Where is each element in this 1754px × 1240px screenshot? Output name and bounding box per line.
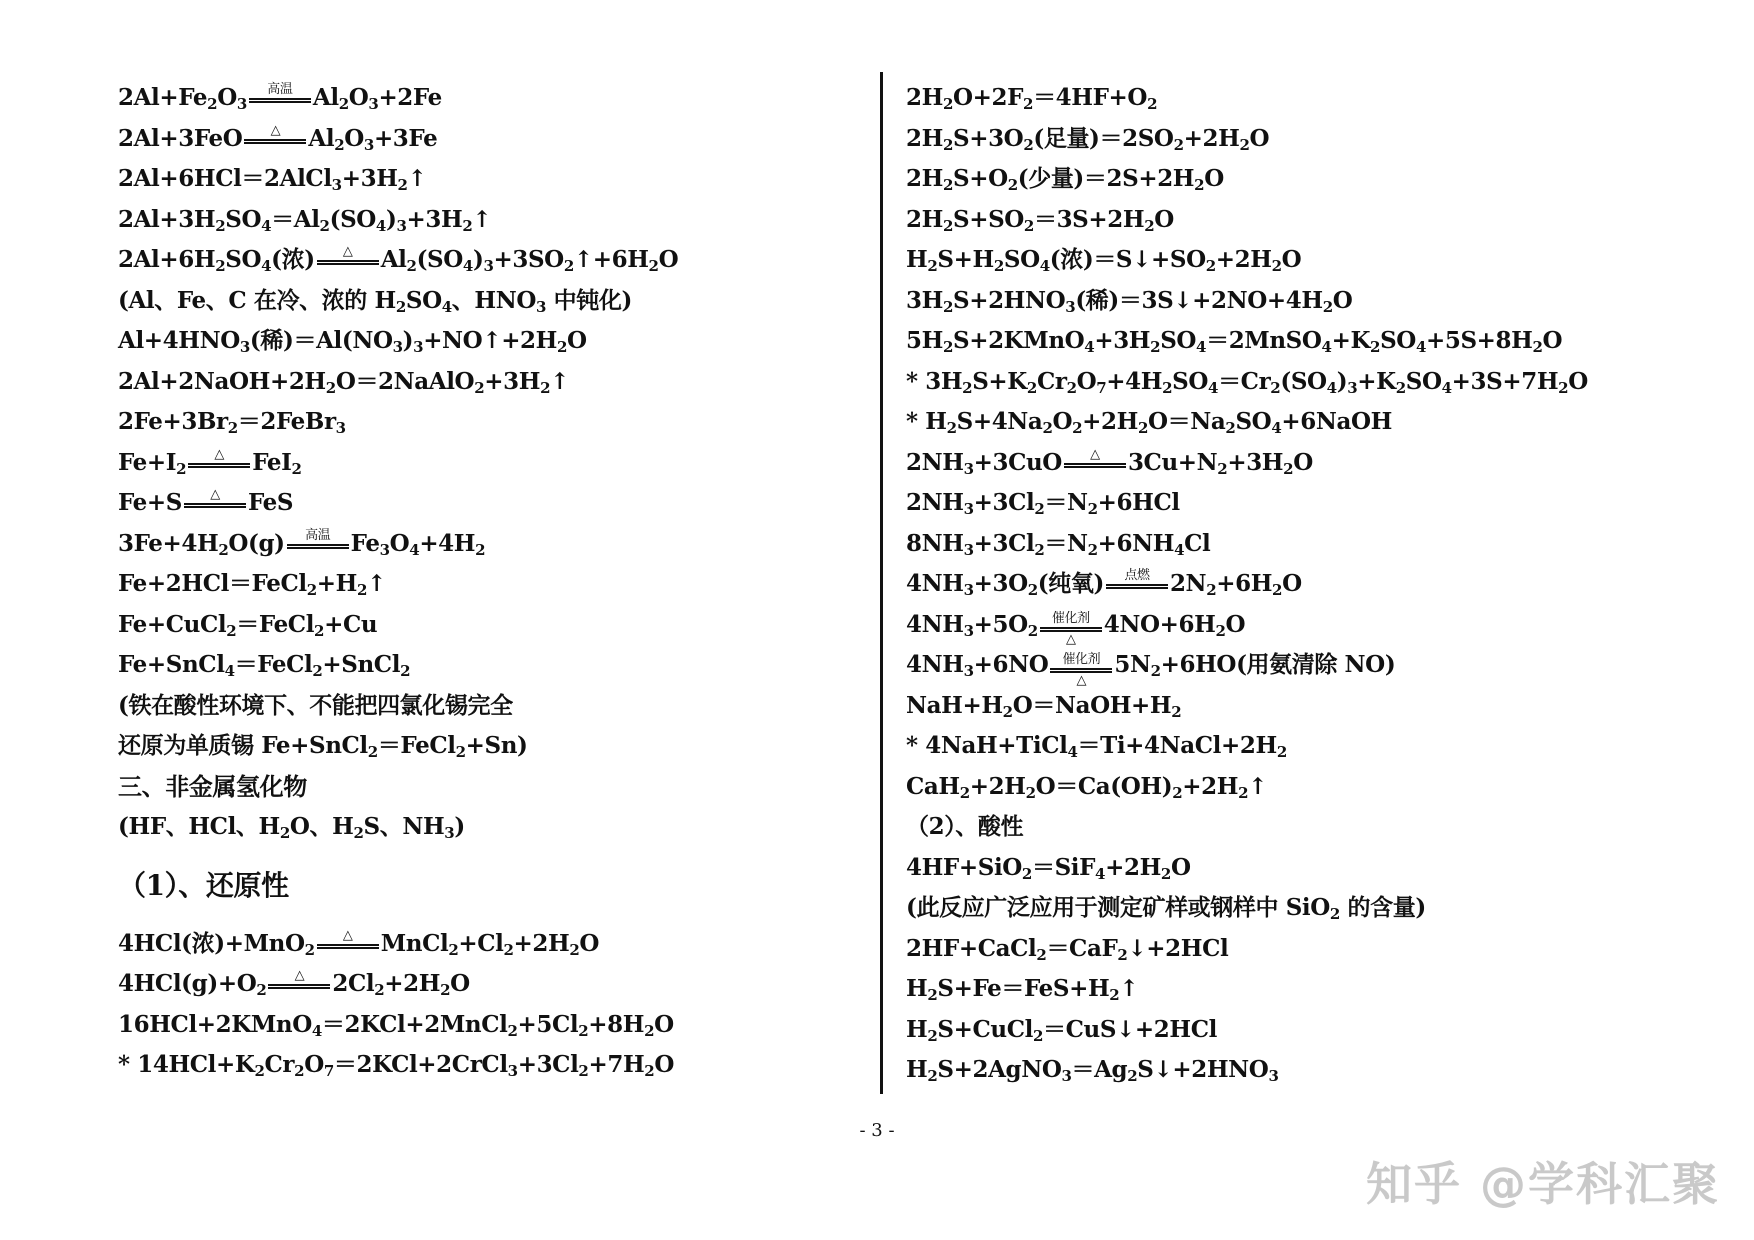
subscript: 3 — [535, 297, 547, 316]
subscript: 3 — [368, 95, 379, 113]
subscript: 2 — [942, 297, 953, 316]
left-line-21: $4HCl(g)+O_2$ △ $2Cl_2+2H_2O$ — [118, 968, 470, 999]
right-line-3: $2H_2S+SO_2=3S+2H_2O$ — [906, 205, 1174, 235]
subscript: 2 — [314, 621, 325, 640]
subscript: 2 — [1023, 95, 1034, 113]
subscript: 2 — [176, 459, 187, 478]
subscript: 2 — [507, 1021, 518, 1040]
reaction-condition-arrow: 点燃 — [1106, 569, 1168, 589]
left-line-20: 4HCl(浓)+MnO$_2$ △ $MnCl_2+Cl_2+2H_2O$ — [118, 927, 600, 959]
right-line-5: $3H_2S+2HNO_3$(稀)$=3S↓+2NO+4H_2O$ — [906, 286, 1353, 316]
subscript: 2 — [1162, 378, 1173, 397]
left-line-1: 2Al+3FeO △ $Al_2O_3+3Fe$ — [118, 122, 438, 154]
left-line-14: Fe+SnCl$_4$＝FeCl$_2$+SnCl$_2$ — [118, 651, 411, 680]
subscript: 2 — [1215, 621, 1226, 640]
subscript: 2 — [1087, 500, 1098, 518]
subscript: 2 — [312, 662, 323, 680]
subscript: 4 — [441, 297, 452, 316]
subscript: 2 — [927, 1026, 938, 1045]
subscript: 2 — [254, 1062, 265, 1080]
right-line-13: $4NH_3+5O_2$ 催化剂 △ $4NO+6H_2O$ — [906, 610, 1246, 647]
subscript: 2 — [215, 257, 226, 275]
subscript: 2 — [1034, 540, 1045, 559]
subscript: 2 — [1270, 378, 1281, 397]
right-line-11: $8NH_3+3Cl_2=N_2+6NH_4Cl$ — [906, 529, 1211, 559]
subscript: 2 — [1117, 945, 1128, 964]
subscript: 4 — [1441, 378, 1452, 397]
subscript: 2 — [1150, 662, 1161, 680]
subscript: 4 — [261, 216, 272, 235]
subscript: 2 — [338, 95, 349, 113]
left-line-23: * $14HCl+K_2Cr_2O_7=2KCl+2CrCl_3+3Cl_2+7H_2O$ — [118, 1051, 674, 1080]
left-line-3: $2Al+3H_2SO_4=Al_2(SO_4)_3+3H_2↑$ — [118, 205, 492, 235]
subscript: 2 — [207, 95, 218, 113]
right-line-7: * $3H_2S+K_2Cr_2O_7+4H_2SO_4=Cr_2(SO_4)_3+K_2SO_4+3S+7H_2O$ — [906, 367, 1588, 397]
left-line-2: $2Al+6HCl=2AlCl_3+3H_2↑$ — [118, 165, 427, 194]
subscript: 2 — [462, 216, 473, 235]
subscript: 2 — [279, 824, 290, 842]
subscript: 2 — [1026, 378, 1037, 397]
subscript: 2 — [1002, 702, 1013, 721]
subscript: 2 — [1173, 135, 1184, 154]
subscript: 2 — [1238, 783, 1249, 802]
subscript: 4 — [224, 662, 235, 680]
subscript: 4 — [1208, 378, 1219, 397]
subscript: 3 — [483, 257, 494, 275]
subscript: 2 — [1036, 945, 1047, 964]
subscript: 2 — [1532, 338, 1543, 356]
subscript: 2 — [1147, 95, 1158, 113]
subscript: 7 — [323, 1062, 334, 1080]
subscript: 2 — [942, 338, 953, 356]
subscript: 2 — [448, 940, 459, 959]
subscript: 2 — [1087, 540, 1098, 559]
subscript: 2 — [395, 297, 406, 316]
subscript: 2 — [353, 824, 364, 842]
subscript: 4 — [1067, 743, 1078, 761]
subscript: 2 — [1027, 581, 1038, 599]
subscript: 3 — [963, 500, 974, 518]
left-line-5: (Al、Fe、C 在冷、浓的 $H_2SO_4$、$HNO_3$ 中钝化) — [118, 286, 632, 316]
reaction-condition-arrow: 催化剂 △ — [1050, 653, 1112, 688]
subscript: 2 — [1205, 257, 1216, 275]
right-line-1: $2H_2S+3O_2$(足量)$=2SO_2+2H_2O$ — [906, 124, 1270, 154]
left-line-13: Fe+CuCl$_2$＝FeCl$_2$+Cu — [118, 610, 378, 640]
right-line-21: 2HF+CaCl$_2$＝CaF$_2$↓+2HCl — [906, 934, 1229, 964]
column-divider — [880, 72, 883, 1094]
subscript: 2 — [959, 783, 970, 802]
subscript: 4 — [409, 540, 420, 559]
subscript: 4 — [1321, 338, 1332, 356]
left-line-17: 三、非金属氢化物 — [118, 771, 307, 801]
subscript: 4 — [1039, 257, 1050, 275]
right-line-12: $4NH_3+3O_2$(纯氧) 点燃 $2N_2+6H_2O$ — [906, 568, 1302, 599]
subscript: 2 — [1066, 378, 1077, 397]
left-line-15: (铁在酸性环境下、不能把四氯化锡完全 — [118, 691, 513, 719]
subscript: 2 — [1395, 378, 1406, 397]
subscript: 2 — [319, 216, 330, 235]
subscript: 2 — [648, 257, 659, 275]
right-line-2: $2H_2S+O_2$(少量)$=2S+2H_2O$ — [906, 165, 1224, 194]
right-line-19: $4HF+SiO_2=SiF_4+2H_2O$ — [906, 853, 1191, 883]
subscript: 2 — [578, 1062, 589, 1080]
reaction-condition-arrow: △ — [317, 245, 379, 265]
subscript: 2 — [306, 581, 317, 599]
subscript: 2 — [1239, 135, 1250, 154]
subscript: 2 — [569, 940, 580, 959]
subscript: 2 — [1137, 419, 1149, 437]
subscript: 2 — [227, 419, 238, 437]
subscript: 2 — [440, 981, 451, 999]
right-line-8: * $H_2S+4Na_2O_2+2H_2O=Na_2SO_4+6NaOH$ — [906, 408, 1392, 437]
page-number: - 3 - — [859, 1120, 895, 1141]
subscript: 2 — [1558, 378, 1569, 397]
left-line-9: $Fe+I_2$ △ FeI$_2$ — [118, 446, 302, 478]
subscript: 3 — [392, 338, 403, 356]
subscript: 4 — [1095, 864, 1106, 883]
subscript: 2 — [1109, 986, 1120, 1004]
subscript: 2 — [927, 257, 938, 275]
subscript: 4 — [1084, 338, 1095, 356]
subscript: 2 — [1271, 257, 1282, 275]
subscript: 2 — [1171, 702, 1182, 721]
subscript: 2 — [1127, 1067, 1138, 1085]
right-line-23: $H_2S+CuCl_2=CuS↓+2HCl$ — [906, 1015, 1217, 1045]
left-line-22: $16HCl+2KMnO_4=2KCl+2MnCl_2+5Cl_2+8H_2O$ — [118, 1010, 674, 1040]
left-line-0: $2Al+Fe_2O_3$ 高温 $Al_2O_3+2Fe$ — [118, 82, 442, 113]
reaction-condition-arrow: △ — [1064, 448, 1126, 468]
right-line-20: (此反应广泛应用于测定矿样或钢样中 SiO$_2$ 的含量) — [906, 894, 1426, 923]
reaction-condition-arrow: △ — [317, 929, 379, 949]
reaction-condition-arrow: 高温 — [249, 83, 311, 103]
subscript: 2 — [1329, 905, 1340, 923]
subscript: 2 — [1322, 297, 1333, 316]
subscript: 2 — [256, 981, 267, 999]
left-column — [118, 78, 878, 1086]
subscript: 2 — [1172, 783, 1183, 802]
subscript: 2 — [1042, 419, 1053, 437]
right-line-4: $H_2S+H_2SO_4$(浓)$=S↓+SO_2+2H_2O$ — [906, 246, 1302, 275]
subscript: 4 — [1326, 378, 1337, 397]
subscript: 2 — [1034, 500, 1045, 518]
subscript: 2 — [218, 540, 229, 559]
subscript: 2 — [475, 540, 486, 559]
subscript: 2 — [644, 1021, 655, 1040]
subscript: 3 — [239, 338, 250, 356]
subscript: 2 — [1276, 743, 1287, 761]
subscript: 2 — [455, 743, 466, 761]
right-line-18: （2）、酸性 — [906, 813, 1024, 840]
watermark: 知乎 @学科汇聚 — [1365, 1157, 1720, 1211]
subscript: 3 — [963, 581, 974, 599]
subscript: 2 — [474, 378, 485, 397]
reaction-condition-arrow: △ — [188, 448, 250, 468]
subscript: 2 — [400, 662, 411, 680]
subscript: 3 — [335, 419, 346, 437]
subscript: 2 — [557, 338, 568, 356]
subscript: 2 — [993, 257, 1004, 275]
subscript: 3 — [331, 176, 342, 194]
subscript: 2 — [1027, 621, 1038, 640]
subscript: 2 — [1283, 459, 1294, 478]
subscript: 2 — [942, 216, 953, 235]
right-line-15: $NaH+H_2O=NaOH+H_2$ — [906, 691, 1182, 721]
subscript: 7 — [1096, 378, 1107, 397]
subscript: 2 — [563, 257, 574, 275]
left-line-19: （1）、还原性 — [118, 868, 289, 902]
subscript: 2 — [942, 176, 953, 194]
subscript: 2 — [1032, 1026, 1043, 1045]
subscript: 4 — [1415, 338, 1426, 356]
subscript: 3 — [363, 135, 374, 154]
left-line-11: $3Fe+4H_2O(g)$ 高温 $Fe_3O_4+4H_2$ — [118, 527, 486, 559]
left-line-16: 还原为单质锡 Fe+SnCl$_2$＝FeCl$_2$+Sn) — [118, 732, 528, 761]
subscript: 2 — [226, 621, 237, 640]
right-line-24: $H_2S+2AgNO_3=Ag_2S↓+2HNO_3$ — [906, 1056, 1279, 1085]
subscript: 2 — [406, 257, 417, 275]
subscript: 3 — [396, 216, 407, 235]
reaction-condition-arrow: △ — [244, 124, 306, 144]
subscript: 4 — [375, 216, 386, 235]
subscript: 2 — [1206, 581, 1217, 599]
left-line-8: $2Fe+3Br_2=2FeBr_3$ — [118, 408, 346, 437]
subscript: 4 — [1271, 419, 1282, 437]
reaction-condition-arrow: △ — [268, 969, 330, 989]
subscript: 2 — [1150, 338, 1161, 356]
subscript: 2 — [1021, 864, 1032, 883]
subscript: 4 — [462, 257, 473, 275]
subscript: 3 — [1268, 1067, 1279, 1085]
subscript: 2 — [942, 135, 953, 154]
subscript: 2 — [1007, 176, 1018, 194]
subscript: 2 — [334, 135, 345, 154]
subscript: 4 — [311, 1021, 322, 1040]
subscript: 2 — [1272, 581, 1283, 599]
subscript: 2 — [374, 981, 385, 999]
subscript: 2 — [397, 176, 408, 194]
subscript: 3 — [1061, 1067, 1072, 1085]
subscript: 2 — [367, 743, 378, 761]
subscript: 3 — [444, 824, 455, 842]
subscript: 2 — [1025, 783, 1036, 802]
subscript: 3 — [379, 540, 390, 559]
subscript: 2 — [962, 378, 973, 397]
subscript: 4 — [1196, 338, 1207, 356]
left-line-4: $2Al+6H_2SO_4$(浓) △ $Al_2(SO_4)_3+3SO_2↑+6H_2O$ — [118, 244, 679, 275]
right-line-16: * $4NaH+TiCl_4=Ti+4NaCl+2H_2$ — [906, 732, 1287, 761]
subscript: 3 — [963, 459, 974, 478]
reaction-condition-arrow: 催化剂 △ — [1040, 612, 1102, 647]
subscript: 2 — [942, 95, 953, 113]
subscript: 3 — [963, 540, 974, 559]
subscript: 2 — [291, 459, 302, 478]
subscript: 3 — [963, 662, 974, 680]
subscript: 3 — [1347, 378, 1358, 397]
subscript: 2 — [1023, 135, 1034, 154]
subscript: 2 — [1217, 459, 1228, 478]
subscript: 2 — [927, 1067, 938, 1085]
left-line-6: $Al+4HNO_3$(稀)$=Al(NO_3)_3+NO↑+2H_2O$ — [118, 327, 587, 356]
subscript: 2 — [304, 940, 315, 959]
right-line-17: $CaH_2+2H_2O=Ca(OH)_2+2H_2↑$ — [906, 772, 1268, 802]
subscript: 2 — [325, 378, 336, 397]
right-line-9: $2NH_3+3CuO$ △ $3Cu+N_2+3H_2O$ — [906, 446, 1313, 478]
right-line-10: $2NH_3+3Cl_2=N_2+6HCl$ — [906, 489, 1180, 518]
subscript: 2 — [294, 1062, 305, 1080]
right-column — [906, 78, 1706, 1091]
subscript: 2 — [356, 581, 367, 599]
subscript: 2 — [1023, 216, 1034, 235]
subscript: 2 — [503, 940, 514, 959]
subscript: 3 — [413, 338, 424, 356]
subscript: 2 — [1194, 176, 1205, 194]
subscript: 2 — [578, 1021, 589, 1040]
subscript: 2 — [1225, 419, 1236, 437]
left-line-10: Fe+S △ FeS — [118, 487, 294, 516]
subscript: 2 — [946, 419, 957, 437]
reaction-condition-arrow: △ — [184, 488, 246, 508]
subscript: 2 — [1370, 338, 1381, 356]
subscript: 3 — [236, 95, 247, 113]
subscript: 2 — [644, 1062, 655, 1080]
subscript: 2 — [215, 216, 226, 235]
subscript: 4 — [1174, 540, 1185, 559]
reaction-condition-arrow: 高温 — [287, 529, 349, 549]
left-line-7: $2Al+2NaOH+2H_2O=2NaAlO_2+3H_2↑$ — [118, 367, 569, 397]
subscript: 3 — [963, 621, 974, 640]
left-line-12: $Fe+2HCl=FeCl_2+H_2↑$ — [118, 570, 386, 599]
subscript: 4 — [261, 257, 272, 275]
subscript: 2 — [1072, 419, 1083, 437]
right-line-0: $2H_2O+2F_2=4HF+O_2$ — [906, 84, 1158, 113]
right-line-6: $5H_2S+2KMnO_4+3H_2SO_4=2MnSO_4+K_2SO_4+5S+8H_2O$ — [906, 327, 1563, 356]
subscript: 2 — [1160, 864, 1171, 883]
subscript: 3 — [507, 1062, 518, 1080]
right-line-22: $H_2S+Fe=FeS+H_2↑$ — [906, 975, 1139, 1004]
subscript: 2 — [927, 986, 938, 1004]
right-line-14: $4NH_3+6NO$ 催化剂 △ $5N_2+6HO$(用氨清除 NO) — [906, 651, 1396, 688]
subscript: 2 — [1144, 216, 1155, 235]
left-line-18: (HF、HCl、$H_2O$、$H_2S$、$NH_3$) — [118, 813, 465, 842]
subscript: 3 — [1065, 297, 1076, 316]
subscript: 2 — [540, 378, 551, 397]
